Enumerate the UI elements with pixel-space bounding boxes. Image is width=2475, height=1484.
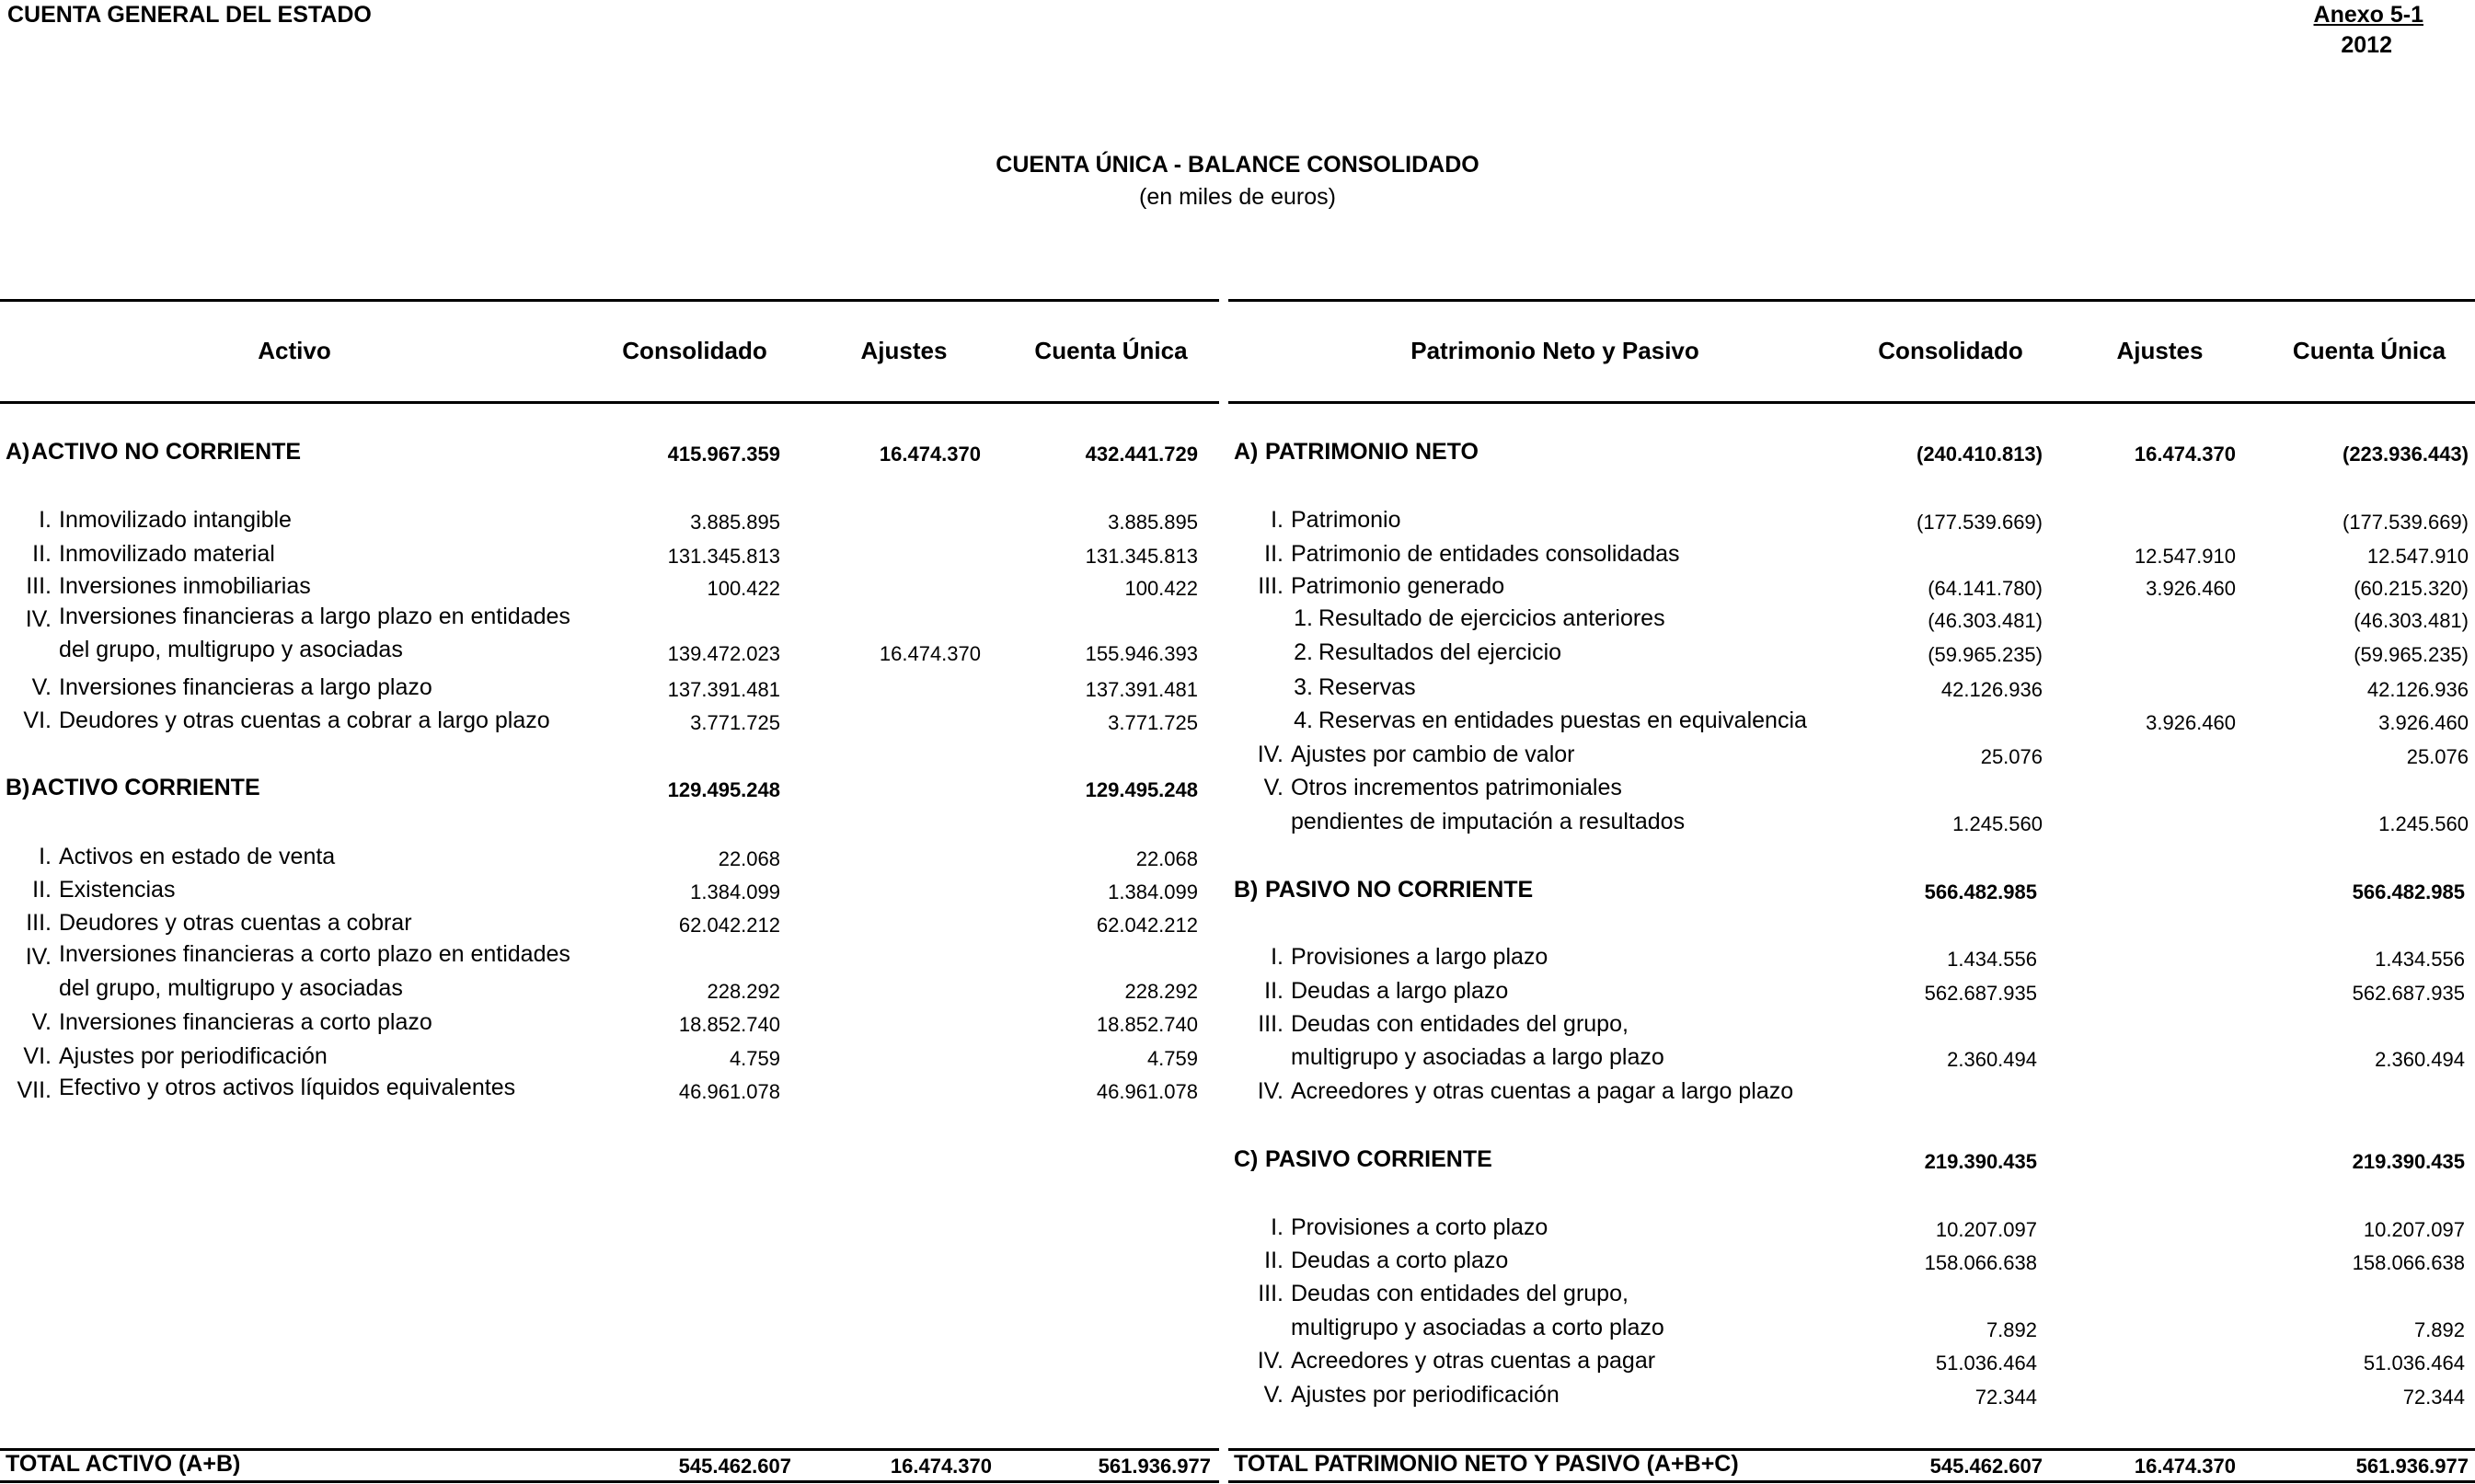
row-consolidado: 566.482.985 bbox=[1924, 880, 2037, 903]
row-cuenta: 155.946.393 bbox=[1085, 642, 1198, 665]
row-consolidado: 562.687.935 bbox=[1924, 982, 2037, 1005]
row-label: III. bbox=[26, 573, 52, 599]
total-activo-consolidado: 545.462.607 bbox=[678, 1455, 791, 1478]
row-label: VII. bbox=[17, 1077, 52, 1103]
left-row bbox=[0, 674, 1219, 704]
left-row bbox=[0, 573, 1219, 603]
row-label: II. bbox=[1264, 1248, 1284, 1273]
row-cuenta: 1.384.099 bbox=[1108, 880, 1198, 903]
row-consolidado: 129.495.248 bbox=[667, 778, 780, 801]
right-row bbox=[1228, 639, 2475, 669]
total-pasivo-label: TOTAL PATRIMONIO NETO Y PASIVO (A+B+C) bbox=[1234, 1451, 1739, 1477]
right-row bbox=[1228, 1011, 2475, 1041]
row-label: II. bbox=[1264, 541, 1284, 567]
row-consolidado: 137.391.481 bbox=[667, 678, 780, 701]
col-head-cuenta-right: Cuenta Única bbox=[2292, 337, 2446, 364]
row-ajustes: 12.547.910 bbox=[2134, 545, 2236, 568]
right-row bbox=[1228, 541, 2475, 570]
row-text: del grupo, multigrupo y asociadas bbox=[59, 637, 403, 662]
row-label: IV. bbox=[1257, 1348, 1284, 1374]
left-row bbox=[0, 637, 1219, 666]
total-pasivo-ajustes: 16.474.370 bbox=[2134, 1455, 2236, 1478]
row-text: PASIVO CORRIENTE bbox=[1265, 1146, 1492, 1172]
left-row bbox=[0, 941, 1219, 971]
right-row bbox=[1228, 944, 2475, 973]
row-text: Deudores y otras cuentas a cobrar a largo plazo bbox=[59, 707, 550, 733]
row-consolidado: 131.345.813 bbox=[667, 545, 780, 568]
row-text: PASIVO NO CORRIENTE bbox=[1265, 877, 1534, 903]
left-row bbox=[0, 910, 1219, 939]
total-activo-label: TOTAL ACTIVO (A+B) bbox=[6, 1451, 241, 1477]
row-consolidado: 62.042.212 bbox=[678, 914, 780, 937]
row-text: del grupo, multigrupo y asociadas bbox=[59, 975, 403, 1001]
row-consolidado: 22.068 bbox=[718, 847, 780, 870]
row-text: Activos en estado de venta bbox=[59, 844, 336, 869]
row-consolidado: 158.066.638 bbox=[1924, 1251, 2037, 1274]
row-label: 2. bbox=[1294, 639, 1313, 665]
col-head-ajustes-left: Ajustes bbox=[860, 337, 948, 364]
row-label: 3. bbox=[1294, 674, 1313, 700]
right-header-rule bbox=[1228, 401, 2475, 404]
row-consolidado: 46.961.078 bbox=[678, 1080, 780, 1103]
row-cuenta: 51.036.464 bbox=[2363, 1352, 2465, 1375]
left-row bbox=[0, 439, 1219, 468]
row-cuenta: 562.687.935 bbox=[2352, 982, 2465, 1005]
row-label: III. bbox=[1258, 1281, 1284, 1306]
row-text: Provisiones a corto plazo bbox=[1291, 1214, 1548, 1240]
col-head-consolidado-left: Consolidado bbox=[622, 337, 767, 364]
row-text: Patrimonio de entidades consolidadas bbox=[1291, 541, 1680, 567]
row-cuenta: 1.245.560 bbox=[2378, 812, 2469, 835]
row-text: Provisiones a largo plazo bbox=[1291, 944, 1548, 970]
row-label: III. bbox=[1258, 573, 1284, 599]
row-text: Reservas en entidades puestas en equivalencia bbox=[1318, 707, 1807, 733]
annex-label: Anexo 5-1 bbox=[2313, 2, 2423, 28]
col-head-consolidado-right: Consolidado bbox=[1878, 337, 2023, 364]
row-label: B) bbox=[6, 775, 30, 800]
right-row bbox=[1228, 742, 2475, 771]
row-cuenta: 7.892 bbox=[2413, 1318, 2465, 1341]
row-consolidado: 1.245.560 bbox=[1952, 812, 2043, 835]
row-cuenta: 432.441.729 bbox=[1085, 443, 1198, 466]
row-cuenta: 1.434.556 bbox=[2375, 948, 2465, 971]
row-text: Deudores y otras cuentas a cobrar bbox=[59, 910, 412, 936]
right-row bbox=[1228, 573, 2475, 603]
row-label: VI. bbox=[23, 707, 52, 733]
total-activo-ajustes: 16.474.370 bbox=[890, 1455, 992, 1478]
row-text: Existencias bbox=[59, 877, 176, 903]
row-text: PATRIMONIO NETO bbox=[1265, 439, 1479, 465]
row-text: Deudas a largo plazo bbox=[1291, 978, 1509, 1004]
row-text: Inversiones financieras a corto plazo en entidades bbox=[59, 941, 570, 967]
col-head-patrimonio: Patrimonio Neto y Pasivo bbox=[1410, 337, 1699, 364]
row-cuenta: 46.961.078 bbox=[1096, 1080, 1198, 1103]
row-consolidado: 3.885.895 bbox=[690, 511, 780, 534]
row-cuenta: 131.345.813 bbox=[1085, 545, 1198, 568]
right-row bbox=[1228, 978, 2475, 1007]
left-row bbox=[0, 707, 1219, 737]
col-head-activo: Activo bbox=[258, 337, 331, 364]
total-pasivo-cuenta: 561.936.977 bbox=[2355, 1455, 2469, 1478]
row-label: I. bbox=[39, 844, 52, 869]
year-label: 2012 bbox=[2341, 32, 2392, 58]
row-label: V. bbox=[1263, 775, 1284, 800]
row-ajustes: 16.474.370 bbox=[879, 443, 981, 466]
row-text: Ajustes por periodificación bbox=[1291, 1382, 1560, 1408]
right-row bbox=[1228, 1382, 2475, 1411]
row-label: IV. bbox=[1257, 1078, 1284, 1104]
row-label: 1. bbox=[1294, 605, 1313, 631]
right-row bbox=[1228, 1078, 2475, 1108]
row-text: pendientes de imputación a resultados bbox=[1291, 809, 1686, 834]
right-row bbox=[1228, 439, 2475, 468]
row-text: Inversiones financieras a corto plazo bbox=[59, 1009, 432, 1035]
row-consolidado: 139.472.023 bbox=[667, 642, 780, 665]
row-cuenta: 18.852.740 bbox=[1096, 1013, 1198, 1036]
row-cuenta: 566.482.985 bbox=[2352, 880, 2465, 903]
left-row bbox=[0, 775, 1219, 804]
right-row bbox=[1228, 1315, 2475, 1344]
row-consolidado: (59.965.235) bbox=[1928, 643, 2043, 666]
row-consolidado: 100.422 bbox=[707, 577, 780, 600]
row-label: V. bbox=[31, 674, 52, 700]
row-text: Patrimonio generado bbox=[1291, 573, 1505, 599]
row-label: A) bbox=[6, 439, 30, 465]
left-row bbox=[0, 604, 1219, 633]
row-consolidado: 7.892 bbox=[1986, 1318, 2037, 1341]
row-consolidado: 4.759 bbox=[729, 1047, 780, 1070]
row-consolidado: 415.967.359 bbox=[667, 443, 780, 466]
row-label: VI. bbox=[23, 1043, 52, 1069]
right-row bbox=[1228, 1348, 2475, 1377]
row-cuenta: (46.303.481) bbox=[2354, 609, 2469, 632]
right-row bbox=[1228, 775, 2475, 804]
left-row bbox=[0, 1043, 1219, 1073]
left-row bbox=[0, 1075, 1219, 1104]
row-label: V. bbox=[31, 1009, 52, 1035]
row-ajustes: 3.926.460 bbox=[2146, 577, 2236, 600]
row-text: Inmovilizado intangible bbox=[59, 507, 292, 533]
row-consolidado: 18.852.740 bbox=[678, 1013, 780, 1036]
row-text: Ajustes por cambio de valor bbox=[1291, 742, 1575, 767]
document-subtitle: (en miles de euros) bbox=[1139, 184, 1336, 210]
left-row bbox=[0, 844, 1219, 873]
right-row bbox=[1228, 1214, 2475, 1244]
row-cuenta: 3.885.895 bbox=[1108, 511, 1198, 534]
row-label: III. bbox=[1258, 1011, 1284, 1037]
right-row bbox=[1228, 1146, 2475, 1176]
row-text: Deudas con entidades del grupo, bbox=[1291, 1011, 1629, 1037]
row-consolidado: 51.036.464 bbox=[1935, 1352, 2037, 1375]
row-consolidado: (46.303.481) bbox=[1928, 609, 2043, 632]
row-label: B) bbox=[1234, 877, 1259, 903]
row-consolidado: 3.771.725 bbox=[690, 711, 780, 734]
right-row bbox=[1228, 674, 2475, 704]
row-label: III. bbox=[26, 910, 52, 936]
row-consolidado: 10.207.097 bbox=[1935, 1218, 2037, 1241]
right-row bbox=[1228, 1281, 2475, 1310]
total-pasivo-row bbox=[1228, 1451, 2475, 1480]
row-text: Inversiones financieras a largo plazo en entidades bbox=[59, 604, 570, 629]
row-consolidado: 219.390.435 bbox=[1924, 1150, 2037, 1173]
left-total-bottom-rule bbox=[0, 1480, 1219, 1483]
right-row bbox=[1228, 605, 2475, 635]
right-row bbox=[1228, 877, 2475, 906]
right-total-bottom-rule bbox=[1228, 1480, 2475, 1483]
row-label: I. bbox=[1271, 507, 1284, 533]
left-row bbox=[0, 541, 1219, 570]
right-row bbox=[1228, 809, 2475, 838]
row-consolidado: (240.410.813) bbox=[1917, 443, 2043, 466]
row-consolidado: 1.384.099 bbox=[690, 880, 780, 903]
row-cuenta: 100.422 bbox=[1124, 577, 1198, 600]
row-consolidado: 228.292 bbox=[707, 980, 780, 1003]
left-row bbox=[0, 507, 1219, 536]
left-row bbox=[0, 975, 1219, 1005]
row-text: Resultados del ejercicio bbox=[1318, 639, 1562, 665]
row-consolidado: 42.126.936 bbox=[1940, 678, 2043, 701]
row-label: I. bbox=[39, 507, 52, 533]
row-ajustes: 16.474.370 bbox=[879, 642, 981, 665]
row-cuenta: (59.965.235) bbox=[2354, 643, 2469, 666]
row-text: Acreedores y otras cuentas a pagar bbox=[1291, 1348, 1656, 1374]
col-head-cuenta-left: Cuenta Única bbox=[1034, 337, 1188, 364]
row-cuenta: 219.390.435 bbox=[2352, 1150, 2465, 1173]
row-label: V. bbox=[1263, 1382, 1284, 1408]
row-consolidado: (177.539.669) bbox=[1917, 511, 2043, 534]
right-row bbox=[1228, 1044, 2475, 1074]
row-cuenta: 228.292 bbox=[1124, 980, 1198, 1003]
right-row bbox=[1228, 707, 2475, 737]
total-activo-cuenta: 561.936.977 bbox=[1098, 1455, 1211, 1478]
row-label: A) bbox=[1234, 439, 1259, 465]
row-label: I. bbox=[1271, 1214, 1284, 1240]
row-cuenta: 3.926.460 bbox=[2378, 711, 2469, 734]
row-text: ACTIVO NO CORRIENTE bbox=[31, 439, 302, 465]
row-consolidado: 72.344 bbox=[1974, 1386, 2037, 1409]
row-cuenta: 62.042.212 bbox=[1096, 914, 1198, 937]
right-row bbox=[1228, 507, 2475, 536]
row-text: multigrupo y asociadas a largo plazo bbox=[1291, 1044, 1664, 1070]
total-pasivo-consolidado: 545.462.607 bbox=[1929, 1455, 2043, 1478]
row-consolidado: 2.360.494 bbox=[1947, 1048, 2037, 1071]
row-cuenta: 3.771.725 bbox=[1108, 711, 1198, 734]
row-ajustes: 3.926.460 bbox=[2146, 711, 2236, 734]
row-text: Otros incrementos patrimoniales bbox=[1291, 775, 1622, 800]
row-text: Inversiones inmobiliarias bbox=[59, 573, 311, 599]
left-top-rule bbox=[0, 299, 1219, 302]
row-ajustes: 16.474.370 bbox=[2134, 443, 2236, 466]
document-title: CUENTA ÚNICA - BALANCE CONSOLIDADO bbox=[996, 152, 1479, 178]
row-text: multigrupo y asociadas a corto plazo bbox=[1291, 1315, 1664, 1340]
row-text: Resultado de ejercicios anteriores bbox=[1318, 605, 1665, 631]
row-consolidado: 25.076 bbox=[1980, 745, 2043, 768]
row-text: ACTIVO CORRIENTE bbox=[31, 775, 260, 800]
left-header-rule bbox=[0, 401, 1219, 404]
row-text: Efectivo y otros activos líquidos equivalentes bbox=[59, 1075, 516, 1100]
row-label: 4. bbox=[1294, 707, 1313, 733]
row-label: II. bbox=[1264, 978, 1284, 1004]
row-label: IV. bbox=[1257, 742, 1284, 767]
right-row bbox=[1228, 1248, 2475, 1277]
row-cuenta: 137.391.481 bbox=[1085, 678, 1198, 701]
row-text: Patrimonio bbox=[1291, 507, 1401, 533]
row-label: II. bbox=[32, 877, 52, 903]
row-consolidado: (64.141.780) bbox=[1928, 577, 2043, 600]
col-head-ajustes-right: Ajustes bbox=[2116, 337, 2204, 364]
row-text: Acreedores y otras cuentas a pagar a largo plazo bbox=[1291, 1078, 1794, 1104]
row-cuenta: 10.207.097 bbox=[2363, 1218, 2465, 1241]
row-cuenta: (223.936.443) bbox=[2343, 443, 2469, 466]
row-cuenta: (60.215.320) bbox=[2354, 577, 2469, 600]
entity-name: CUENTA GENERAL DEL ESTADO bbox=[7, 2, 372, 28]
row-cuenta: 42.126.936 bbox=[2366, 678, 2469, 701]
row-text: Deudas con entidades del grupo, bbox=[1291, 1281, 1629, 1306]
row-cuenta: (177.539.669) bbox=[2343, 511, 2469, 534]
row-label: I. bbox=[1271, 944, 1284, 970]
row-cuenta: 22.068 bbox=[1135, 847, 1198, 870]
row-cuenta: 158.066.638 bbox=[2352, 1251, 2465, 1274]
row-cuenta: 129.495.248 bbox=[1085, 778, 1198, 801]
row-label: IV. bbox=[25, 606, 52, 632]
total-activo-row bbox=[0, 1451, 1219, 1480]
row-cuenta: 4.759 bbox=[1146, 1047, 1198, 1070]
row-text: Ajustes por periodificación bbox=[59, 1043, 328, 1069]
row-label: IV. bbox=[25, 944, 52, 970]
right-top-rule bbox=[1228, 299, 2475, 302]
row-cuenta: 25.076 bbox=[2406, 745, 2469, 768]
row-cuenta: 2.360.494 bbox=[2375, 1048, 2465, 1071]
row-label: II. bbox=[32, 541, 52, 567]
row-label: C) bbox=[1234, 1146, 1259, 1172]
row-cuenta: 12.547.910 bbox=[2366, 545, 2469, 568]
row-text: Reservas bbox=[1318, 674, 1416, 700]
row-cuenta: 72.344 bbox=[2402, 1386, 2465, 1409]
left-row bbox=[0, 1009, 1219, 1039]
row-text: Inversiones financieras a largo plazo bbox=[59, 674, 432, 700]
row-consolidado: 1.434.556 bbox=[1947, 948, 2037, 971]
left-row bbox=[0, 877, 1219, 906]
row-text: Deudas a corto plazo bbox=[1291, 1248, 1509, 1273]
row-text: Inmovilizado material bbox=[59, 541, 275, 567]
